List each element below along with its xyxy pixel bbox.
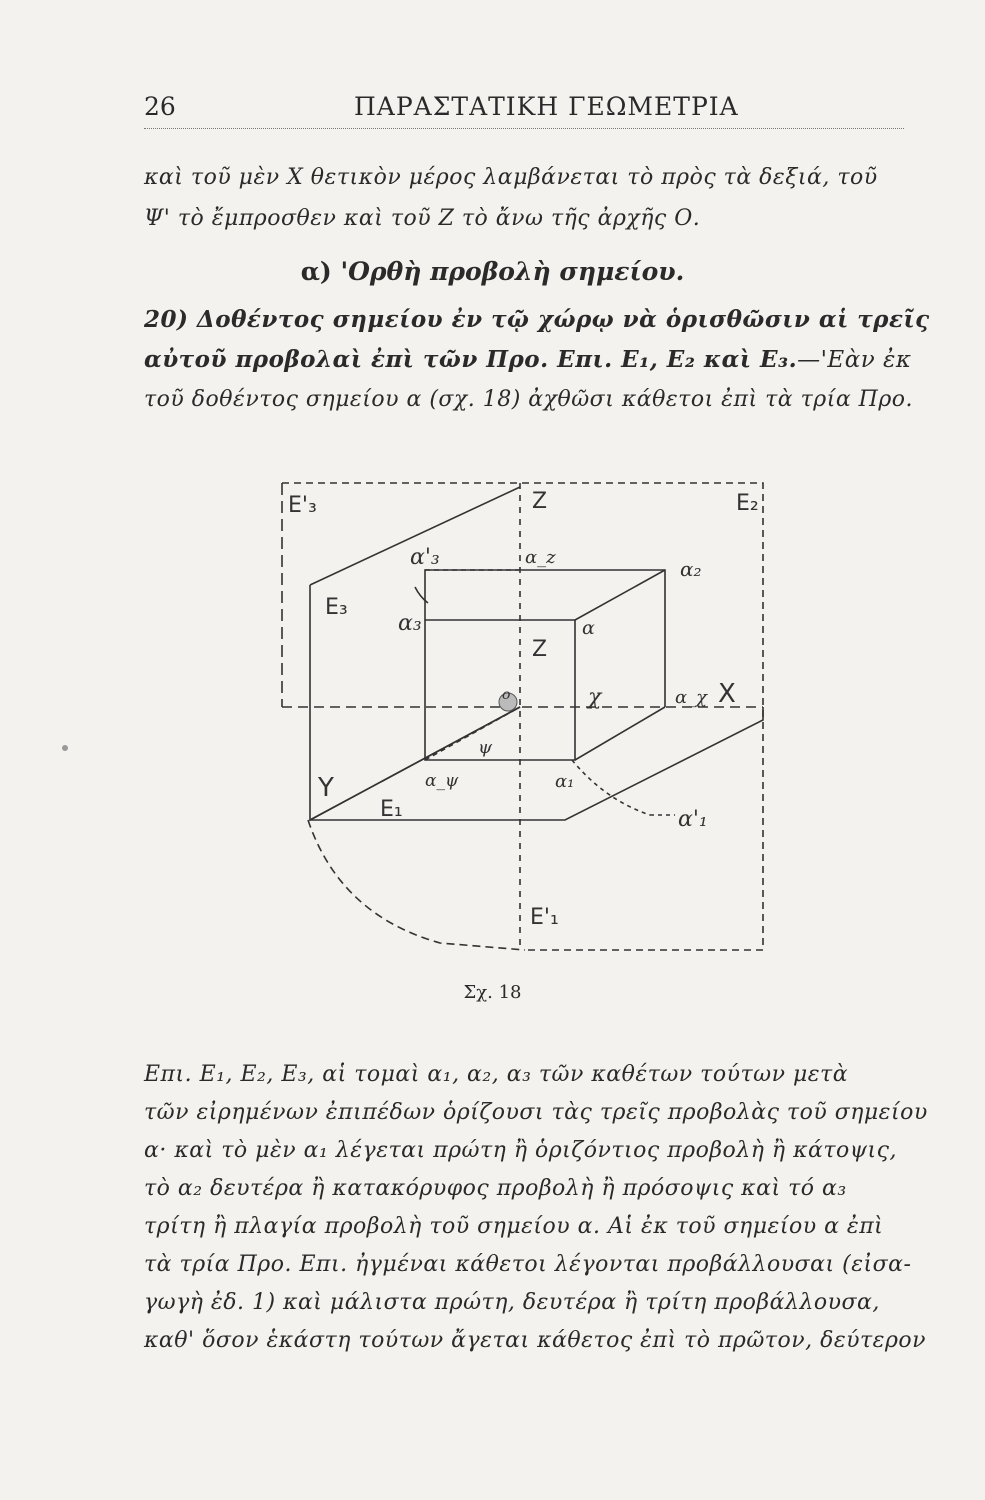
paragraph-20-line-2 (144, 346, 912, 373)
label-e1-prime: E'₁ (530, 905, 559, 930)
label-z-top: Z (532, 489, 548, 514)
paragraph-20-bold-line-2: αὐτοῦ προβολαὶ ἐπὶ τῶν Προ. Επι. Ε₁, Ε₂ καὶ Ε₃. (144, 346, 798, 373)
label-e2: E₂ (736, 491, 759, 516)
body-line-3: α· καὶ τὸ μὲν α₁ λέγεται πρώτη ἢ ὁριζόντιος προβολὴ ἢ κάτοψις, (144, 1138, 897, 1163)
paragraph-20-line-3: τοῦ δοθέντος σημείου α (σχ. 18) ἀχθῶσι κάθετοι ἐπὶ τὰ τρία Προ. (144, 387, 914, 412)
label-ax: α_χ (675, 687, 708, 708)
paragraph-20-line-2-tail: —'Εὰν ἐκ (797, 347, 912, 373)
intro-line-2: Ψ' τὸ ἔμπροσθεν καὶ τοῦ Ζ τὸ ἄνω τῆς ἀρχῆς Ο. (144, 206, 701, 231)
body-line-5: τρίτη ἢ πλαγία προβολὴ τοῦ σημείου α. Αἱ ἐκ τοῦ σημείου α ἐπὶ (144, 1214, 884, 1239)
body-line-7: γωγὴ ἐδ. 1) καὶ μάλιστα πρώτη, δευτέρα ἢ τρίτη προβάλλουσα, (144, 1290, 880, 1315)
section-heading-label: α) (300, 257, 332, 286)
label-a1: α₁ (555, 771, 575, 792)
label-ay: α_ψ (425, 771, 459, 791)
label-y: Y (318, 773, 334, 803)
running-title: ΠΑΡΑΣΤΑΤΙΚΗ ΓΕΩΜΕΤΡΙΑ (354, 92, 739, 121)
label-z-mid: Z (532, 637, 548, 662)
body-line-2: τῶν εἰρημένων ἐπιπέδων ὁρίζουσι τὰς τρεῖς προβολὰς τοῦ σημείου (144, 1100, 928, 1125)
section-heading-title: 'Ορθὴ προβολὴ σημείου. (340, 257, 685, 286)
page-header (144, 88, 904, 129)
label-az: α_z (525, 547, 556, 568)
label-a2: α₂ (680, 557, 702, 581)
label-a1-prime: α'₁ (678, 807, 708, 832)
body-line-4: τὸ α₂ δευτέρα ἢ κατακόρυφος προβολὴ ἢ πρόσοψις καὶ τό α₃ (144, 1176, 847, 1201)
body-line-6: τὰ τρία Προ. Επι. ἠγμέναι κάθετοι λέγονται προβάλλουσαι (εἰσα- (144, 1252, 912, 1277)
label-a3: α₃ (398, 611, 422, 636)
label-e3-prime: E'₃ (288, 493, 317, 518)
label-o: o (502, 687, 511, 703)
label-a3-prime: α'₃ (410, 545, 440, 570)
paragraph-20-line-1 (144, 306, 930, 333)
label-e1: E₁ (380, 797, 403, 822)
intro-line-1: καὶ τοῦ μὲν Χ θετικὸν μέρος λαμβάνεται τὸ πρὸς τὰ δεξιά, τοῦ (144, 165, 878, 190)
figure-caption: Σχ. 18 (463, 982, 522, 1003)
label-x-upper: X (718, 679, 736, 709)
paragraph-20-bold-line-1: 20) Δοθέντος σημείου ἐν τῷ χώρῳ νὰ ὁρισθῶσιν αἱ τρεῖς (144, 306, 930, 333)
figure-18 (270, 475, 780, 965)
body-line-1: Επι. Ε₁, Ε₂, Ε₃, αἱ τομαὶ α₁, α₂, α₃ τῶν καθέτων τούτων μετὰ (144, 1062, 849, 1087)
body-line-8: καθ' ὅσον ἑκάστη τούτων ἄγεται κάθετος ἐπὶ τὸ πρῶτον, δεύτερον (144, 1328, 927, 1353)
page-number: 26 (144, 92, 176, 121)
print-speck (62, 745, 68, 751)
label-a-upper: α (582, 617, 595, 639)
section-heading (0, 257, 985, 286)
label-e3: E₃ (325, 595, 348, 620)
label-x-lower: χ (588, 685, 602, 710)
label-psi: ψ (478, 737, 493, 758)
